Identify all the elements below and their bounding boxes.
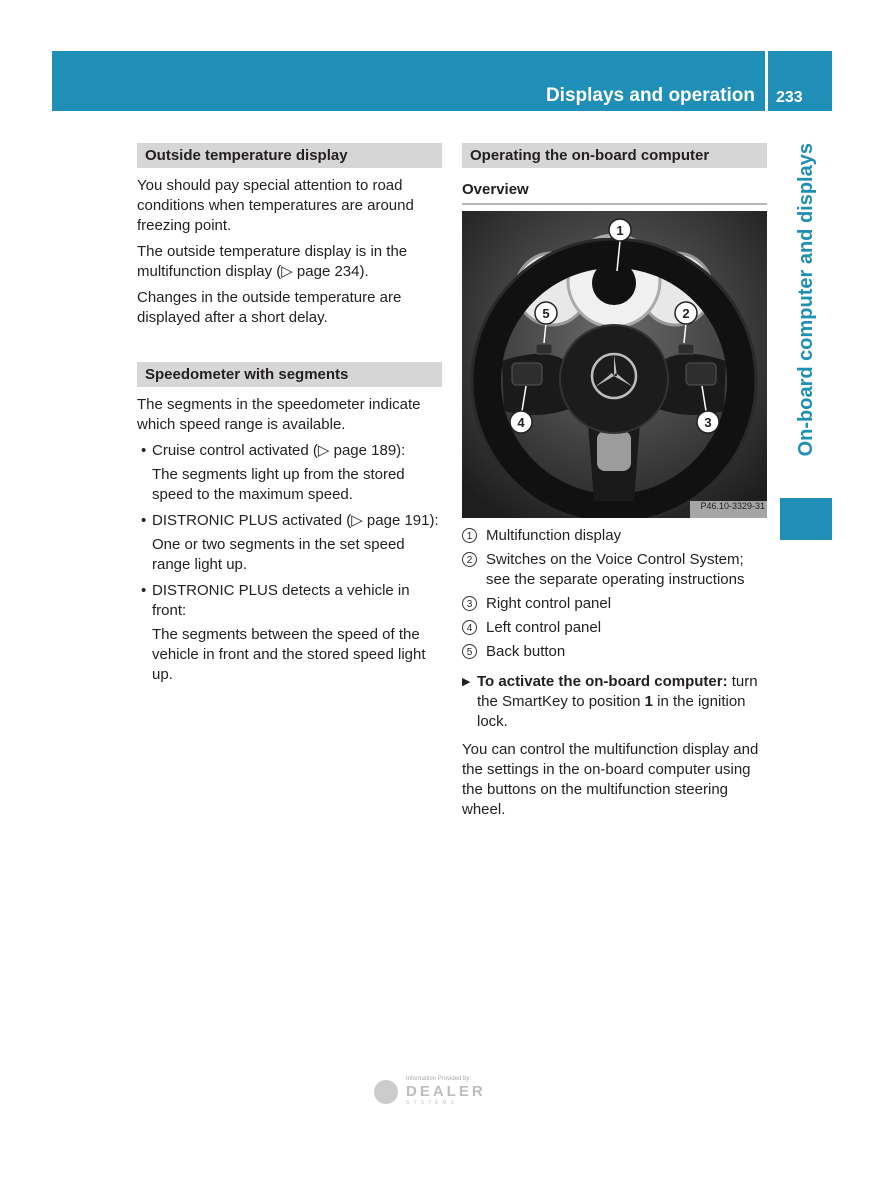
paragraph: The segments in the speedometer indicate which speed range is available. [137, 396, 421, 433]
steering-wheel-figure [462, 211, 767, 518]
subheading-overview: Overview [462, 180, 767, 205]
left-column [137, 143, 442, 685]
watermark-subtitle: SYSTEMS [406, 1100, 458, 1106]
bullet-detail: The segments light up from the stored speed to the maximum speed. [152, 466, 405, 503]
legend-text: Back button [486, 643, 566, 660]
voice-control-switch [678, 344, 694, 354]
section-heading-onboard-computer: Operating the on-board computer [462, 143, 767, 168]
legend-item [462, 550, 767, 590]
instruction-arrow-icon: ▶ [462, 676, 471, 688]
section-heading-speedometer: Speedometer with segments [137, 362, 442, 387]
legend-text: Right control panel [486, 595, 612, 612]
legend-number: 2 [462, 552, 477, 567]
figure-legend [462, 526, 767, 662]
bullet-item [137, 581, 442, 685]
paragraph: You should pay special attention to road conditions when temperatures are around freezing point. [137, 177, 414, 234]
watermark-brand: DEALER [406, 1083, 486, 1100]
airbag-hub [560, 325, 668, 433]
paragraph: The outside temperature display is in the multifunction display (▷ page 234). [137, 243, 408, 280]
bullet-label: • Cruise control activated (▷ page 189): [152, 442, 406, 459]
legend-text: Multifunction display [486, 527, 622, 544]
instruction-bold: To activate the on-board computer: [477, 673, 728, 690]
right-column [462, 143, 767, 820]
instruction-position: 1 [644, 693, 653, 710]
side-tab-label: On-board computer and displays [795, 143, 817, 457]
bullet-label: • DISTRONIC PLUS activated (▷ page 191): [152, 512, 439, 529]
callout-label-4: 4 [517, 415, 525, 430]
bullet-item [137, 441, 442, 505]
bottom-spoke-trim [597, 431, 631, 471]
bullet-detail: The segments between the speed of the vehicle in front and the stored speed light up. [152, 626, 426, 683]
legend-item [462, 526, 767, 546]
bullet-label: • DISTRONIC PLUS detects a vehicle in front: [152, 582, 410, 619]
header-bar [52, 51, 765, 111]
legend-item [462, 594, 767, 614]
legend-item [462, 642, 767, 662]
back-button [536, 344, 552, 354]
legend-text: Switches on the Voice Control System; see the separate operating instructions [486, 551, 745, 588]
page-number: 233 [776, 89, 803, 106]
legend-number: 4 [462, 620, 477, 635]
callout-label-1: 1 [616, 223, 624, 238]
side-tab-block [780, 498, 832, 540]
figure-code: P46.10-3329-31 [700, 501, 765, 511]
callout-label-5: 5 [542, 306, 550, 321]
bullet-item [137, 511, 442, 575]
legend-text: Left control panel [486, 619, 602, 636]
dealer-watermark [374, 1072, 504, 1112]
callout-label-2: 2 [682, 306, 690, 321]
header-title: Displays and operation [545, 85, 755, 106]
legend-item [462, 618, 767, 638]
legend-number: 5 [462, 644, 477, 659]
steering-wheel-illustration [462, 211, 767, 518]
paragraph-closing: You can control the multifunction display and the settings in the on-board computer using the buttons on the multifunction steering wheel. [462, 741, 759, 818]
bullet-detail: One or two segments in the set speed range light up. [152, 536, 405, 573]
side-tab [780, 143, 832, 495]
legend-number: 3 [462, 596, 477, 611]
instruction-text-a: turn the SmartKey to position [477, 673, 758, 710]
header-page-box [768, 51, 832, 111]
instruction-text-b: in the ignition lock. [477, 693, 746, 730]
right-control-panel [686, 363, 716, 385]
section-heading-outside-temperature: Outside temperature display [137, 143, 442, 168]
instruction-step [462, 672, 767, 732]
callout-label-3: 3 [704, 415, 712, 430]
watermark-logo-icon [374, 1080, 398, 1104]
left-control-panel [512, 363, 542, 385]
watermark-caption: Information Provided by: [406, 1076, 472, 1082]
paragraph: Changes in the outside temperature are displayed after a short delay. [137, 289, 402, 326]
legend-number: 1 [462, 528, 477, 543]
